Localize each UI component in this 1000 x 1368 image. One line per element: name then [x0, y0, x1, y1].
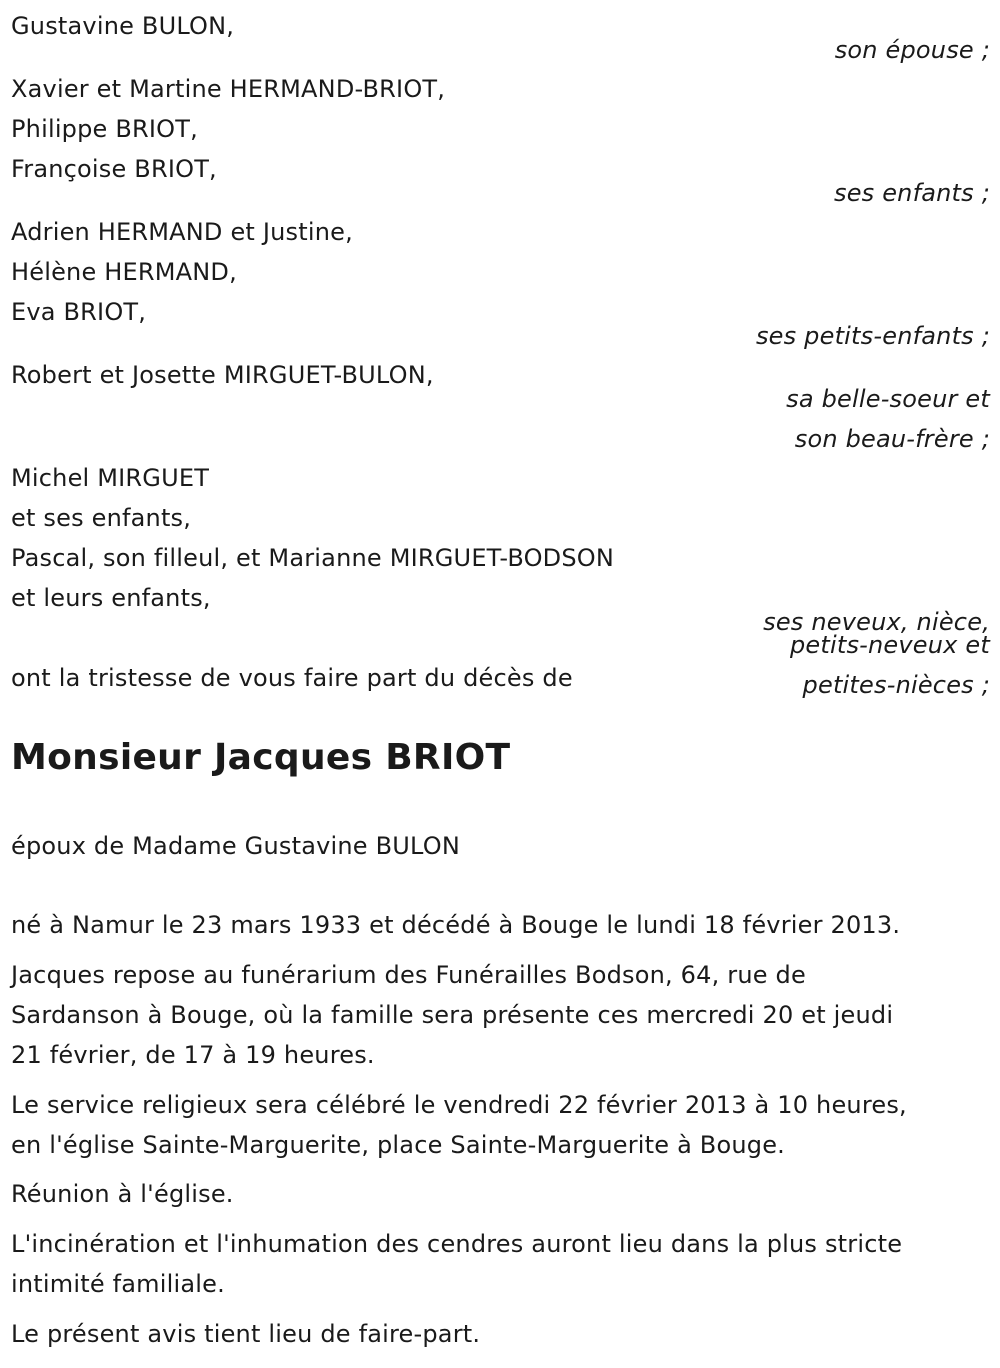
family-relation-label: ses enfants ;: [834, 179, 990, 207]
service-paragraph-line: Le service religieux sera célébré le vendredi 22 février 2013 à 10 heures,: [11, 1091, 907, 1119]
family-relation-label: petites-nièces ;: [802, 671, 990, 699]
deceased-name-heading: Monsieur Jacques BRIOT: [11, 737, 511, 778]
family-name-line: Pascal, son filleul, et Marianne MIRGUET-BODSON: [11, 544, 615, 572]
reunion-line: Réunion à l'église.: [11, 1180, 234, 1208]
closing-line: Le présent avis tient lieu de faire-part.: [11, 1320, 481, 1348]
family-name-line: Michel MIRGUET: [11, 464, 210, 492]
family-name-line: Adrien HERMAND et Justine,: [11, 218, 353, 246]
family-name-line: Hélène HERMAND,: [11, 258, 237, 286]
family-relation-label: son épouse ;: [834, 36, 990, 64]
cremation-paragraph-line: intimité familiale.: [11, 1270, 225, 1298]
family-relation-label: petits-neveux et: [789, 631, 990, 659]
family-name-line: Françoise BRIOT,: [11, 155, 217, 183]
family-name-line: Philippe BRIOT,: [11, 115, 198, 143]
cremation-paragraph-line: L'incinération et l'inhumation des cendres auront lieu dans la plus stricte: [11, 1230, 903, 1258]
family-name-line: et ses enfants,: [11, 504, 192, 532]
family-relation-label: sa belle-soeur et: [786, 385, 990, 413]
announcement-text: ont la tristesse de vous faire part du décès de: [11, 664, 573, 692]
family-name-line: Eva BRIOT,: [11, 298, 147, 326]
birth-death-line: né à Namur le 23 mars 1933 et décédé à Bouge le lundi 18 février 2013.: [11, 911, 901, 939]
family-name-line: et leurs enfants,: [11, 584, 211, 612]
repose-paragraph-line: Sardanson à Bouge, où la famille sera présente ces mercredi 20 et jeudi: [11, 1001, 894, 1029]
family-name-line: Gustavine BULON,: [11, 12, 235, 40]
spouse-line: époux de Madame Gustavine BULON: [11, 832, 460, 860]
family-relation-label: son beau-frère ;: [794, 425, 990, 453]
family-relation-label: ses neveux, nièce,: [763, 608, 990, 636]
family-name-line: Robert et Josette MIRGUET-BULON,: [11, 361, 434, 389]
repose-paragraph-line: Jacques repose au funérarium des Funérailles Bodson, 64, rue de: [11, 961, 806, 989]
service-paragraph-line: en l'église Sainte-Marguerite, place Sainte-Marguerite à Bouge.: [11, 1131, 785, 1159]
family-name-line: Xavier et Martine HERMAND-BRIOT,: [11, 75, 446, 103]
repose-paragraph-line: 21 février, de 17 à 19 heures.: [11, 1041, 375, 1069]
family-relation-label: ses petits-enfants ;: [755, 322, 990, 350]
